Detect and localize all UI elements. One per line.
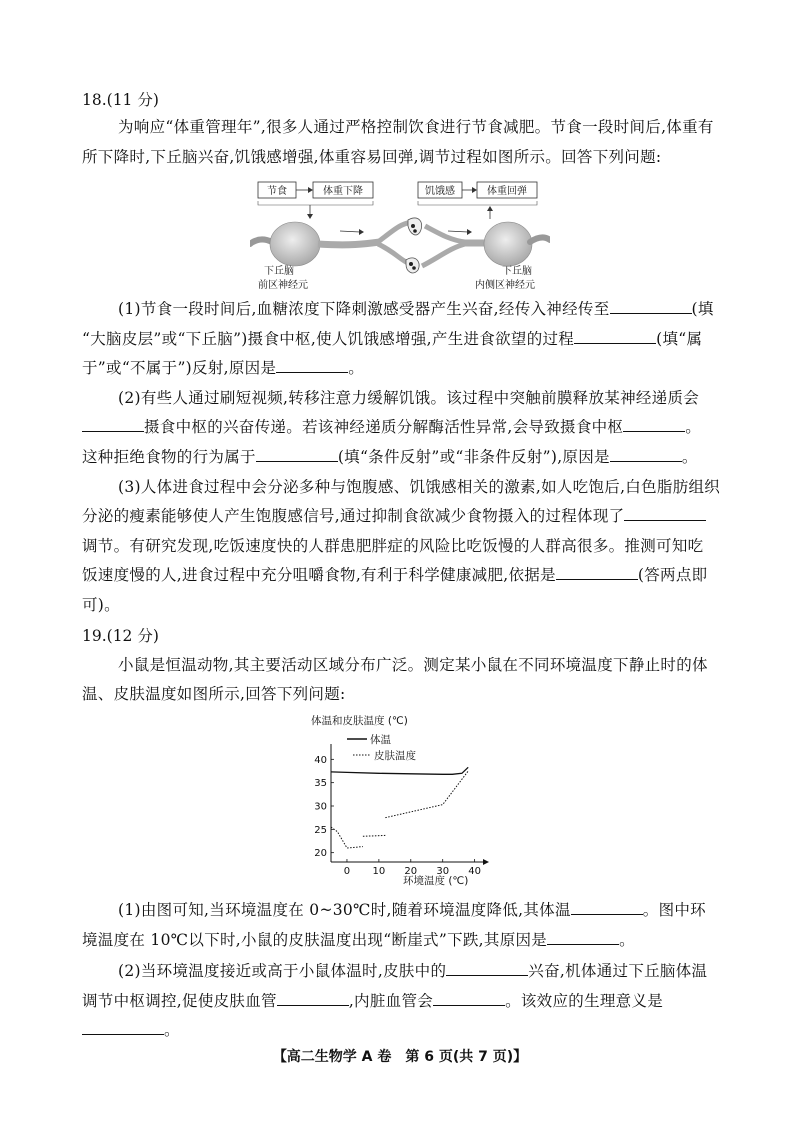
x-tick-label: 30 bbox=[436, 866, 450, 877]
text: 兴奋,机体通过下丘脑体温 bbox=[528, 962, 708, 980]
right-neuron-label-2: 内侧区神经元 bbox=[475, 280, 535, 291]
answer-blank[interactable] bbox=[610, 446, 682, 462]
down-arrow-head bbox=[307, 214, 313, 219]
answer-blank[interactable] bbox=[610, 298, 692, 314]
q19-p2-line2 bbox=[82, 990, 663, 1012]
body-temp-line bbox=[331, 767, 468, 774]
text: “大脑皮层”或“下丘脑”)摄食中枢,使人饥饿感增强,产生进食欲望的过程 bbox=[82, 330, 575, 348]
text: 这种拒绝食物的行为属于 bbox=[82, 448, 256, 466]
q19-p1-line1 bbox=[118, 899, 706, 921]
answer-blank[interactable] bbox=[547, 929, 619, 945]
chart-ylabel: 体温和皮肤温度 (℃) bbox=[311, 715, 408, 727]
q19-intro-line2: 温、皮肤温度如图所示,回答下列问题: bbox=[82, 685, 346, 703]
flow-arrow-2 bbox=[448, 231, 468, 232]
answer-blank[interactable] bbox=[624, 505, 706, 521]
vesicle bbox=[412, 266, 416, 270]
text: (1)由图可知,当环境温度在 0~30℃时,随着环境温度降低,其体温 bbox=[118, 901, 571, 919]
answer-blank[interactable] bbox=[571, 899, 643, 915]
answer-blank[interactable] bbox=[556, 564, 638, 580]
q18-intro-line1: 为响应“体重管理年”,很多人通过严格控制饮食进行节食减肥。节食一段时间后,体重有 bbox=[118, 118, 714, 136]
x-tick-label: 0 bbox=[343, 866, 351, 877]
skin-temp-line bbox=[331, 827, 363, 848]
left-dendrite bbox=[250, 239, 272, 244]
right-neuron-label-1: 下丘脑 bbox=[502, 266, 532, 277]
vesicle bbox=[409, 262, 413, 266]
chart-axes bbox=[314, 744, 489, 877]
flow-arrow-1 bbox=[340, 231, 360, 232]
q18-p3-line3: 调节。有研究发现,吃饭速度快的人群患肥胖症的风险比吃饭慢的人群高很多。推测可知吃 bbox=[82, 537, 704, 555]
q19-p1-line2 bbox=[82, 929, 635, 951]
rebound-box-label: 体重回弹 bbox=[487, 186, 527, 197]
text: 。 bbox=[681, 448, 698, 466]
x-axis-arrow bbox=[483, 859, 489, 865]
text: 。 bbox=[685, 418, 702, 436]
legend-body-temp: 体温 bbox=[370, 734, 391, 746]
left-bracket bbox=[258, 201, 373, 205]
answer-blank[interactable] bbox=[82, 416, 144, 432]
text: (填“条件反射”或“非条件反射”),原因是 bbox=[337, 448, 610, 466]
q18-header: 18.(11 分) bbox=[82, 91, 159, 109]
text: 境温度在 10℃以下时,小鼠的皮肤温度出现“断崖式”下跌,其原因是 bbox=[82, 931, 548, 949]
y-tick-label: 35 bbox=[314, 778, 327, 790]
y-tick-label: 25 bbox=[314, 824, 327, 836]
answer-blank[interactable] bbox=[82, 1019, 164, 1035]
flow-arrow-head bbox=[467, 229, 472, 235]
right-dendrite bbox=[530, 237, 550, 242]
text: 于”或“不属于”)反射,原因是 bbox=[82, 359, 277, 377]
answer-blank[interactable] bbox=[433, 990, 505, 1006]
text: 饭速度慢的人,进食过程中充分咀嚼食物,有利于科学健康减肥,依据是 bbox=[82, 566, 556, 584]
q18-p1-line3 bbox=[82, 357, 364, 379]
page-footer: 【高二生物学 A 卷 第 6 页(共 7 页)】 bbox=[272, 1049, 528, 1065]
legend-skin-temp: 皮肤温度 bbox=[374, 750, 416, 762]
text: 。 bbox=[348, 359, 365, 377]
q18-p3-line2 bbox=[82, 505, 706, 527]
dendrite-branch-bottom bbox=[422, 244, 465, 266]
text: (答两点即 bbox=[637, 566, 708, 584]
text: 调节中枢调控,促使皮肤血管 bbox=[82, 992, 277, 1010]
up-arrow-head bbox=[487, 206, 493, 211]
left-neuron-label-1: 下丘脑 bbox=[264, 266, 294, 277]
dendrite-branch-top bbox=[425, 226, 465, 242]
text: (填 bbox=[691, 300, 714, 318]
text: 摄食中枢的兴奋传递。若该神经递质分解酶活性异常,会导致摄食中枢 bbox=[144, 418, 624, 436]
q19-p2-line3 bbox=[82, 1019, 180, 1041]
answer-blank[interactable] bbox=[276, 357, 348, 373]
vesicle bbox=[411, 224, 415, 228]
answer-blank[interactable] bbox=[574, 328, 656, 344]
answer-blank[interactable] bbox=[277, 990, 349, 1006]
q19-intro-line1: 小鼠是恒温动物,其主要活动区域分布广泛。测定某小鼠在不同环境温度下静止时的体 bbox=[118, 656, 708, 674]
text: 。 bbox=[164, 1021, 180, 1039]
axon-branch-top bbox=[378, 222, 412, 242]
skin-temp-line bbox=[363, 835, 385, 836]
q18-p2-line1: (2)有些人通过刷短视频,转移注意力缓解饥饿。该过程中突触前膜释放某神经递质会 bbox=[118, 389, 700, 407]
text: (填“属 bbox=[656, 330, 703, 348]
y-tick-label: 30 bbox=[314, 801, 327, 813]
q18-p3-line1: (3)人体进食过程中会分泌多种与饱腹感、饥饿感相关的激素,如人吃饱后,白色脂肪组织 bbox=[118, 478, 721, 496]
left-neuron-label-2: 前区神经元 bbox=[258, 280, 308, 291]
weight-down-box-label: 体重下降 bbox=[323, 186, 363, 197]
q18-intro-line2: 所下降时,下丘脑兴奋,饥饿感增强,体重容易回弹,调节过程如图所示。回答下列问题: bbox=[82, 148, 662, 166]
chart-plot-area bbox=[331, 767, 468, 848]
left-neuron-body bbox=[270, 222, 320, 266]
text: (2)当环境温度接近或高于小鼠体温时,皮肤中的 bbox=[118, 962, 447, 980]
synapse-terminal-bottom bbox=[406, 258, 419, 273]
q18-p1-line1 bbox=[118, 298, 714, 320]
q19-p2-line1 bbox=[118, 960, 707, 982]
neuron-regulation-figure bbox=[250, 174, 550, 292]
q18-p1-line2 bbox=[82, 328, 702, 350]
text: ,内脏血管会 bbox=[348, 992, 434, 1010]
arrow-head bbox=[308, 187, 313, 193]
y-tick-label: 40 bbox=[314, 754, 327, 766]
skin-temp-line bbox=[385, 771, 468, 818]
hunger-box-label: 饥饿感 bbox=[425, 186, 455, 197]
vesicle bbox=[413, 229, 417, 233]
q18-p3-line5: 可)。 bbox=[82, 596, 120, 614]
y-tick-label: 20 bbox=[314, 848, 327, 860]
x-tick-label: 40 bbox=[468, 866, 481, 877]
text: 。 bbox=[619, 931, 635, 949]
text: 。图中环 bbox=[642, 901, 706, 919]
text: 分泌的瘦素能够使人产生饱腹感信号,通过抑制食欲减少食物摄入的过程体现了 bbox=[82, 507, 625, 525]
x-tick-label: 10 bbox=[372, 866, 386, 877]
q18-p2-line3 bbox=[82, 446, 698, 468]
answer-blank[interactable] bbox=[623, 416, 685, 432]
q18-p2-line2 bbox=[82, 416, 701, 438]
right-neuron-body bbox=[484, 222, 532, 266]
text: 。该效应的生理意义是 bbox=[505, 992, 664, 1010]
answer-blank[interactable] bbox=[256, 446, 338, 462]
answer-blank[interactable] bbox=[446, 960, 528, 976]
right-bracket bbox=[418, 201, 537, 205]
flow-arrow-head bbox=[359, 229, 364, 235]
diet-box-label: 节食 bbox=[267, 186, 287, 197]
left-axon bbox=[318, 242, 380, 245]
x-tick-label: 20 bbox=[404, 866, 418, 877]
chart-xlabel: 环境温度 (℃) bbox=[403, 875, 469, 887]
axon-branch-bottom bbox=[378, 244, 410, 264]
text: (1)节食一段时间后,血糖浓度下降刺激感受器产生兴奋,经传入神经传至 bbox=[118, 300, 610, 318]
q19-header: 19.(12 分) bbox=[82, 627, 159, 645]
q18-p3-line4 bbox=[82, 564, 707, 586]
arrow-head bbox=[472, 187, 477, 193]
temperature-chart bbox=[305, 710, 495, 890]
